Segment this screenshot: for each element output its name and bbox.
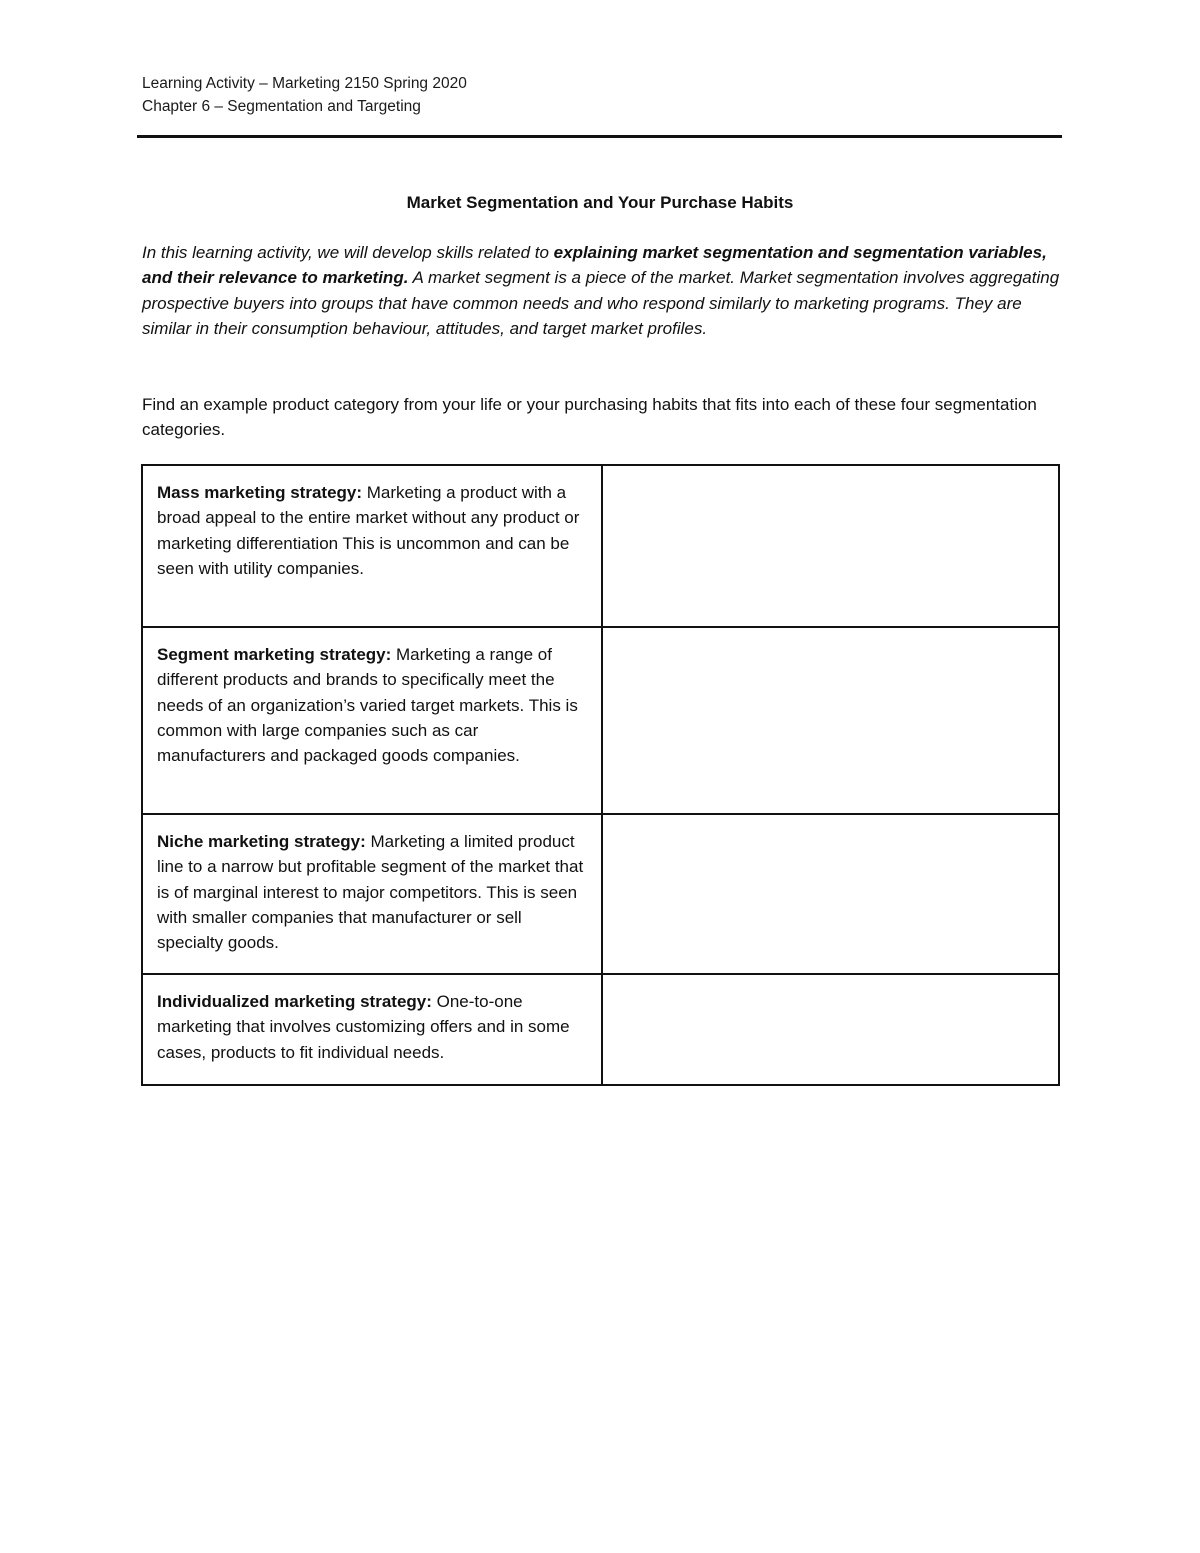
header-course-line: Learning Activity – Marketing 2150 Spring 2020	[142, 75, 467, 92]
instruction-paragraph: Find an example product category from your life or your purchasing habits that fits into each of these four segmentation categories.	[142, 395, 1037, 440]
intro-paragraph	[142, 240, 1062, 341]
header-chapter-line: Chapter 6 – Segmentation and Targeting	[142, 98, 421, 115]
strategy-description: Marketing a range of different products and brands to specifically meet the needs of an organization’s varied target markets. This is common with large companies such as car manufacturers and packaged goods companies.	[157, 645, 578, 766]
answer-cell[interactable]	[602, 814, 1059, 974]
strategy-description: Marketing a product with a broad appeal to the entire market without any product or marketing differentiation This is uncommon and can be seen with utility companies.	[157, 483, 580, 578]
strategy-description: One-to-one marketing that involves customizing offers and in some cases, products to fit individual needs.	[157, 992, 570, 1062]
answer-cell[interactable]	[602, 627, 1059, 814]
strategy-term: Niche marketing strategy:	[157, 832, 366, 851]
strategy-description-cell	[142, 465, 602, 627]
table-row	[142, 814, 1059, 974]
strategy-description: Marketing a limited product line to a narrow but profitable segment of the market that is of marginal interest to major competitors. This is seen with smaller companies that manufacturer or sell specialty goods.	[157, 832, 584, 953]
segmentation-table	[141, 464, 1060, 1086]
table-row	[142, 627, 1059, 814]
document-title: Market Segmentation and Your Purchase Habits	[406, 193, 794, 212]
strategy-description-cell	[142, 814, 602, 974]
strategy-description-cell	[142, 627, 602, 814]
answer-cell[interactable]	[602, 974, 1059, 1085]
strategy-term: Segment marketing strategy:	[157, 645, 392, 664]
strategy-term: Mass marketing strategy:	[157, 483, 363, 502]
intro-rest: A market segment is a piece of the market. Market segmentation involves aggregating prospective buyers into groups that have common needs and who respond similarly to marketing programs. They are similar in their consumption behaviour, attitudes, and target market profiles.	[142, 268, 1060, 338]
header-divider	[137, 135, 1062, 138]
table-row	[142, 974, 1059, 1085]
table-row	[142, 465, 1059, 627]
page-header	[142, 72, 467, 118]
strategy-description-cell	[142, 974, 602, 1085]
strategy-term: Individualized marketing strategy:	[157, 992, 432, 1011]
answer-cell[interactable]	[602, 465, 1059, 627]
intro-bold-phrase: explaining market segmentation and segmentation variables, and their relevance to marketing.	[142, 243, 1047, 288]
intro-lead: In this learning activity, we will develop skills related to	[142, 243, 554, 262]
